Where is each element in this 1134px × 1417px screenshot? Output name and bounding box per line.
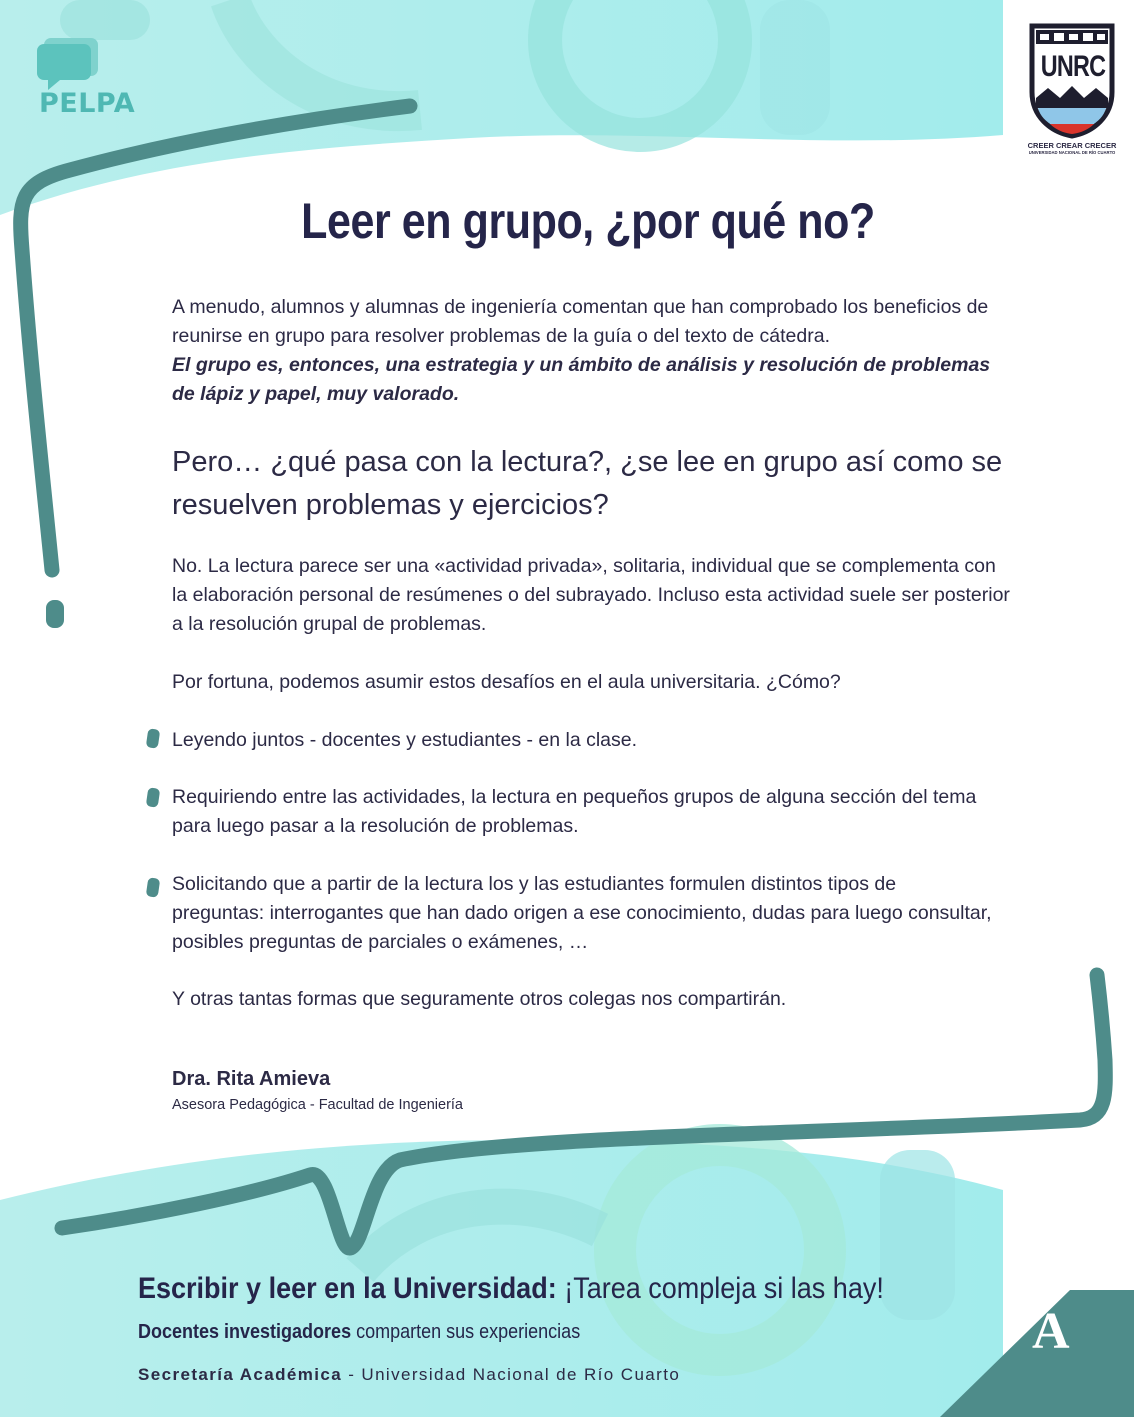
footer-title-rest: ¡Tarea compleja si las hay! <box>556 1272 884 1305</box>
author-name: Dra. Rita Amieva <box>172 1068 331 1090</box>
pelpa-logo <box>36 36 156 126</box>
article-title: Leer en grupo, ¿por qué no? <box>301 193 875 249</box>
frame-dot <box>46 600 64 628</box>
footer-inst-rest: - Universidad Nacional de Río Cuarto <box>342 1365 681 1384</box>
author-role: Asesora Pedagógica - Facultad de Ingeniería <box>172 1097 463 1113</box>
corner-letter: A <box>1032 1303 1070 1360</box>
unrc-wordmark: UNRC <box>1040 50 1106 83</box>
intro-emphasis: El grupo es, entonces, una estrategia y un ámbito de análisis y resolución de problemas de lápiz y papel, muy valorado. <box>172 354 991 405</box>
footer-inst-strong: Secretaría Académica <box>138 1365 343 1384</box>
speech-bubble-icon <box>36 36 102 92</box>
unrc-logo <box>1024 20 1120 160</box>
unrc-full-name: UNIVERSIDAD NACIONAL DE RÍO CUARTO <box>1028 150 1116 155</box>
list-item: Requiriendo entre las actividades, la lectura en pequeños grupos de alguna sección del tema para luego pasar a la resolución de problemas. <box>172 786 977 837</box>
list-item: Solicitando que a partir de la lectura los y las estudiantes formulen distintos tipos de preguntas: interrogantes que han dado origen a ese conocimiento, dudas para luego consultar, posibles preguntas de parciales o exámenes, … <box>172 873 992 953</box>
unrc-motto: CREER CREAR CRECER <box>1027 141 1117 150</box>
fortune-paragraph: Por fortuna, podemos asumir estos desafíos en el aula universitaria. ¿Cómo? <box>172 671 841 693</box>
footer-subtitle <box>138 1321 580 1344</box>
closing-paragraph: Y otras tantas formas que seguramente otros colegas nos compartirán. <box>172 988 787 1010</box>
footer-sub-strong: Docentes investigadores <box>138 1321 352 1343</box>
question-heading: Pero… ¿qué pasa con la lectura?, ¿se lee en grupo así como se resuelven problemas y ejercicios? <box>172 446 1003 521</box>
intro-text: A menudo, alumnos y alumnas de ingeniería comentan que han comprobado los beneficios de reunirse en grupo para resolver problemas de la guía o del texto de cátedra. <box>172 296 989 347</box>
pelpa-wordmark: PELPA <box>39 88 136 119</box>
footer-institution <box>138 1365 680 1385</box>
footer-sub-rest: comparten sus experiencias <box>351 1321 581 1343</box>
footer-title <box>138 1272 884 1306</box>
answer-paragraph: No. La lectura parece ser una «actividad privada», solitaria, individual que se complementa con la elaboración personal de resúmenes o del subrayado. Incluso esta actividad suele ser posterior a la resolución grupal de problemas. <box>172 555 1010 635</box>
list-item: Leyendo juntos - docentes y estudiantes - en la clase. <box>172 729 638 751</box>
corner-badge <box>940 1290 1134 1417</box>
footer-title-strong: Escribir y leer en la Universidad: <box>138 1272 557 1305</box>
intro-paragraph <box>172 293 1012 409</box>
